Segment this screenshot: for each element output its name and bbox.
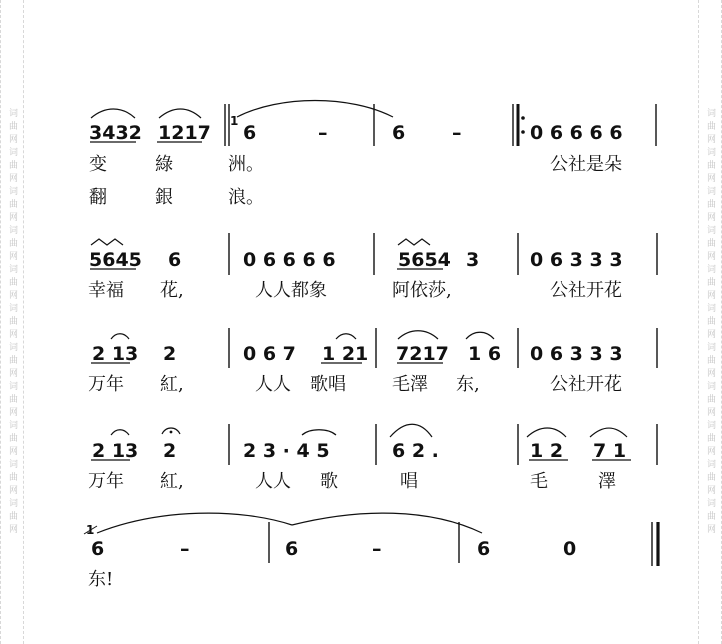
slur (398, 239, 430, 245)
notation: 0 6 6 6 6 (243, 249, 336, 271)
repeat-dot (521, 130, 525, 134)
fermata-dot (170, 431, 173, 434)
notation: 6 (91, 538, 105, 560)
lyric: 歌唱 (310, 374, 346, 395)
lyric: 翻 (89, 187, 107, 208)
tie (237, 101, 393, 118)
notation: 0 6 6 6 6 (530, 122, 623, 144)
repeat-dot (521, 116, 525, 120)
notation: 0 6 3 3 3 (530, 249, 623, 271)
left-watermark-strip: 词曲网词曲网词曲网词曲网词曲网词曲网词曲网词曲网词曲网词曲网词曲网 (0, 0, 24, 644)
notation: 2 (163, 343, 177, 365)
notation: 6 (243, 122, 257, 144)
tie (97, 513, 292, 533)
notation: 7 1 (593, 440, 627, 462)
notation: 0 6 3 3 3 (530, 343, 623, 365)
notation: 5645 (89, 249, 142, 271)
score-text (86, 114, 626, 590)
lyric: 阿依莎, (392, 280, 452, 301)
notation: 2 3 · 4 5 (243, 440, 330, 462)
slur (91, 239, 123, 245)
notation: 3 (466, 249, 480, 271)
notation: 1 21 (322, 343, 369, 365)
slur (527, 428, 566, 437)
lyric: 綠 (155, 154, 173, 175)
slur (91, 109, 135, 118)
notation: – (318, 122, 328, 144)
lyric: 紅, (160, 471, 184, 492)
lyric: 歌 (320, 471, 338, 492)
lyric: 浪。 (228, 187, 264, 208)
notation: 2 13 (92, 343, 139, 365)
lyric: 毛澤 (392, 374, 428, 395)
lyric: 人人都象 (255, 280, 327, 301)
lyric: 毛 (530, 471, 548, 492)
lyric: 万年 (88, 374, 124, 395)
slur (466, 332, 494, 339)
slur (159, 109, 201, 118)
notation: 5654 (398, 249, 451, 271)
lyric: 幸福 (88, 280, 124, 301)
lyric: 变 (89, 154, 107, 175)
notation: 1 6 (468, 343, 502, 365)
lyric: 公社开花 (550, 280, 622, 301)
notation: – (372, 538, 382, 560)
slur (390, 424, 432, 437)
notation: – (452, 122, 462, 144)
notation: 0 (563, 538, 577, 560)
lyric: 花, (160, 280, 184, 301)
notation: 1 2 (530, 440, 564, 462)
tie (292, 513, 482, 533)
slur (398, 331, 438, 339)
notation: 6 2 . (392, 440, 439, 462)
grace-note: 1 (230, 114, 239, 128)
notation: 2 13 (92, 440, 139, 462)
notation: 1217 (158, 122, 211, 144)
right-watermark-strip: 词曲网词曲网词曲网词曲网词曲网词曲网词曲网词曲网词曲网词曲网词曲网 (698, 0, 722, 644)
lyric: 紅, (160, 374, 184, 395)
notation: 2 (163, 440, 177, 462)
lyric: 唱 (400, 471, 418, 492)
lyric: 公社开花 (550, 374, 622, 395)
slur (111, 334, 129, 339)
lyric: 人人 (255, 471, 291, 492)
notation: – (180, 538, 190, 560)
grace-note: 1 (86, 523, 95, 537)
slur (590, 428, 627, 437)
lyric: 万年 (88, 471, 124, 492)
notation: 6 (392, 122, 406, 144)
lyric: 东, (456, 374, 480, 395)
notation: 0 6 7 (243, 343, 296, 365)
slur (111, 430, 129, 435)
slur (336, 334, 356, 339)
lyric: 人人 (255, 374, 291, 395)
notation: 6 (168, 249, 182, 271)
lyric: 东! (88, 569, 114, 590)
notation: 6 (285, 538, 299, 560)
notation: 7217 (396, 343, 449, 365)
lyric: 洲。 (228, 154, 264, 175)
lyric: 澤 (598, 471, 616, 492)
lyric: 公社是朵 (550, 154, 622, 175)
slur (302, 430, 336, 435)
notation: 6 (477, 538, 491, 560)
notation: 3432 (89, 122, 142, 144)
lyric: 銀 (155, 187, 173, 208)
